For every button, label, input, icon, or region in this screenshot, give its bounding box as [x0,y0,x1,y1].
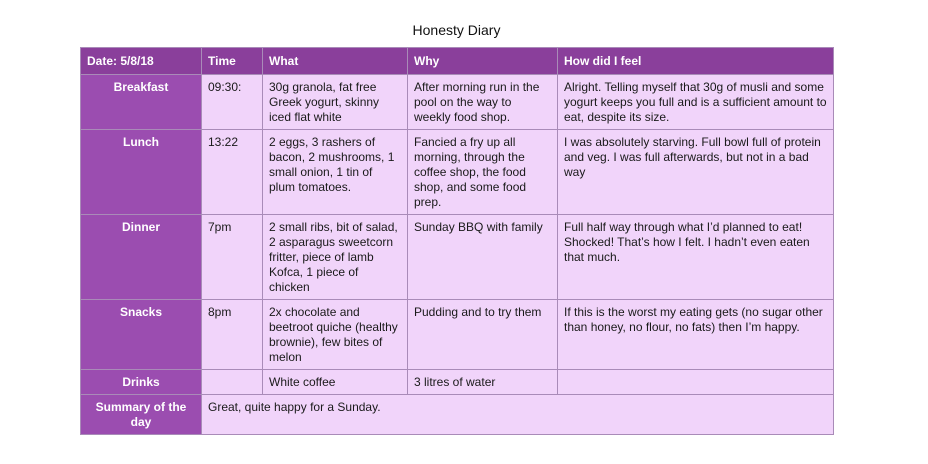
document-title: Honesty Diary [412,22,501,38]
header-what: What [263,48,408,75]
table-row-breakfast [81,75,834,130]
header-why: Why [408,48,558,75]
drinks-why: 3 litres of water [408,370,558,395]
table-row-dinner [81,215,834,300]
dinner-what: 2 small ribs, bit of salad, 2 asparagus sweetcorn fritter, piece of lamb Kofca, 1 piece of chicken [263,215,408,300]
snacks-what: 2x chocolate and beetroot quiche (healthy brownie), few bites of melon [263,300,408,370]
table-row-snacks [81,300,834,370]
row-label-drinks: Drinks [81,370,202,395]
snacks-why: Pudding and to try them [408,300,558,370]
row-label-breakfast: Breakfast [81,75,202,130]
table-row-drinks [81,370,834,395]
row-label-lunch: Lunch [81,130,202,215]
lunch-why: Fancied a fry up all morning, through the coffee shop, the food shop, and some food prep. [408,130,558,215]
row-label-summary: Summary of the day [81,395,202,435]
breakfast-what: 30g granola, fat free Greek yogurt, skinny iced flat white [263,75,408,130]
breakfast-feel: Alright. Telling myself that 30g of musli and some yogurt keeps you full and is a sufficient amount to eat, despite its size. [558,75,834,130]
header-feel: How did I feel [558,48,834,75]
header-row [81,48,834,75]
breakfast-time: 09:30: [202,75,263,130]
lunch-what: 2 eggs, 3 rashers of bacon, 2 mushrooms, 1 small onion, 1 tin of plum tomatoes. [263,130,408,215]
header-time: Time [202,48,263,75]
breakfast-why: After morning run in the pool on the way to weekly food shop. [408,75,558,130]
table-row-summary [81,395,834,435]
row-label-dinner: Dinner [81,215,202,300]
snacks-time: 8pm [202,300,263,370]
dinner-feel: Full half way through what I’d planned to eat! Shocked! That’s how I felt. I hadn’t even eaten that much. [558,215,834,300]
drinks-feel [558,370,834,395]
drinks-what: White coffee [263,370,408,395]
lunch-feel: I was absolutely starving. Full bowl full of protein and veg. I was full afterwards, but not in a bad way [558,130,834,215]
lunch-time: 13:22 [202,130,263,215]
dinner-time: 7pm [202,215,263,300]
dinner-why: Sunday BBQ with family [408,215,558,300]
table-row-lunch [81,130,834,215]
header-date: Date: 5/8/18 [81,48,202,75]
snacks-feel: If this is the worst my eating gets (no sugar other than honey, no flour, no fats) then I’m happy. [558,300,834,370]
summary-text: Great, quite happy for a Sunday. [202,395,834,435]
diary-table [80,47,834,435]
row-label-snacks: Snacks [81,300,202,370]
drinks-time [202,370,263,395]
